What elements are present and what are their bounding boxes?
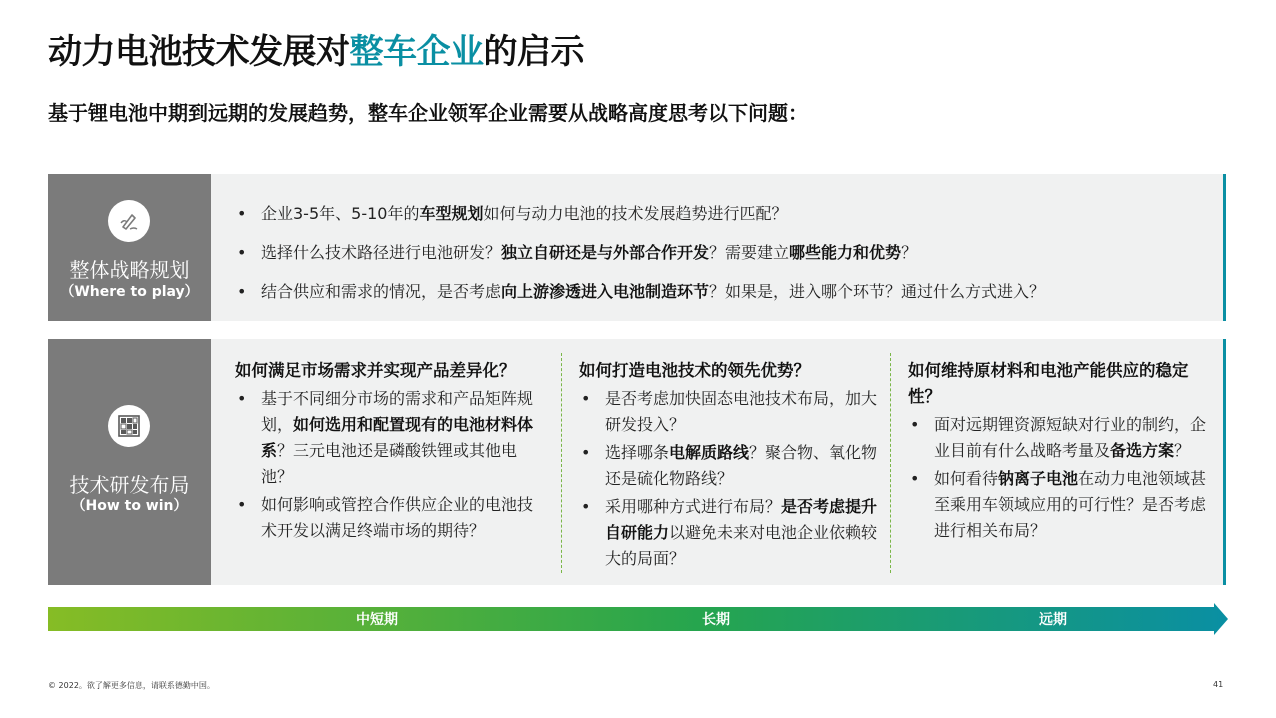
column-heading: 如何满足市场需求并实现产品差异化？	[235, 361, 516, 380]
title-highlight: 整车企业	[349, 32, 484, 72]
column-heading: 如何打造电池技术的领先优势？	[579, 361, 810, 380]
list-item: • 选择哪条电解质路线？聚合物、氧化物还是硫化物路线？	[579, 440, 879, 492]
rd-column-3	[908, 358, 1208, 544]
strategy-panel	[48, 174, 1226, 321]
rd-side-block	[48, 339, 211, 585]
timeline-label-long: 远期	[1039, 612, 1067, 628]
strategy-sublabel: （Where to play）	[60, 284, 199, 300]
timeline-label-mid: 长期	[702, 612, 730, 628]
footer-copyright: © 2022。欲了解更多信息，请联系德勤中国。	[48, 681, 215, 690]
list-item: • 选择什么技术路径进行电池研发？独立自研还是与外部合作开发？需要建立哪些能力和优势？	[235, 243, 1045, 263]
strategy-side-block	[48, 174, 211, 321]
list-item: • 结合供应和需求的情况，是否考虑向上游渗透进入电池制造环节？如果是，进入哪个环节？通过什么方式进入？	[235, 282, 1045, 302]
rd-column-1	[235, 358, 545, 544]
column-divider	[561, 353, 562, 573]
strategy-label: 整体战略规划	[69, 258, 190, 282]
strategy-bullets	[235, 204, 1045, 321]
page-number: 41	[1213, 680, 1224, 689]
column-heading: 如何维持原材料和电池产能供应的稳定性？	[908, 361, 1189, 406]
list-item: • 采用哪种方式进行布局？是否考虑提升自研能力以避免未来对电池企业依赖较大的局面？	[579, 494, 879, 572]
list-item: • 企业3-5年、5-10年的车型规划如何与动力电池的技术发展趋势进行匹配？	[235, 204, 1045, 224]
timeline-arrow	[48, 603, 1228, 635]
timeline-label-short: 中短期	[356, 612, 398, 628]
page-title	[48, 24, 584, 73]
rd-column-2	[579, 358, 879, 572]
pencil-icon	[108, 200, 150, 242]
rd-label: 技术研发布局	[69, 473, 190, 497]
title-part1: 动力电池技术发展对	[48, 32, 350, 72]
grid-icon	[108, 405, 150, 447]
list-item: • 如何看待钠离子电池在动力电池领域甚至乘用车领域应用的可行性？是否考虑进行相关布局？	[908, 466, 1208, 544]
page-subtitle: 基于锂电池中期到远期的发展趋势，整车企业领军企业需要从战略高度思考以下问题：	[48, 101, 808, 125]
title-part2: 的启示	[483, 32, 584, 72]
column-divider	[890, 353, 891, 573]
list-item: • 如何影响或管控合作供应企业的电池技术开发以满足终端市场的期待？	[235, 492, 545, 544]
list-item: • 是否考虑加快固态电池技术布局，加大研发投入？	[579, 386, 879, 438]
list-item: • 基于不同细分市场的需求和产品矩阵规划，如何选用和配置现有的电池材料体系？三元电池还是磷酸铁锂或其他电池？	[235, 386, 545, 490]
rd-sublabel: （How to win）	[71, 498, 188, 514]
list-item: • 面对远期锂资源短缺对行业的制约，企业目前有什么战略考量及备选方案？	[908, 412, 1208, 464]
rd-panel	[48, 339, 1226, 585]
